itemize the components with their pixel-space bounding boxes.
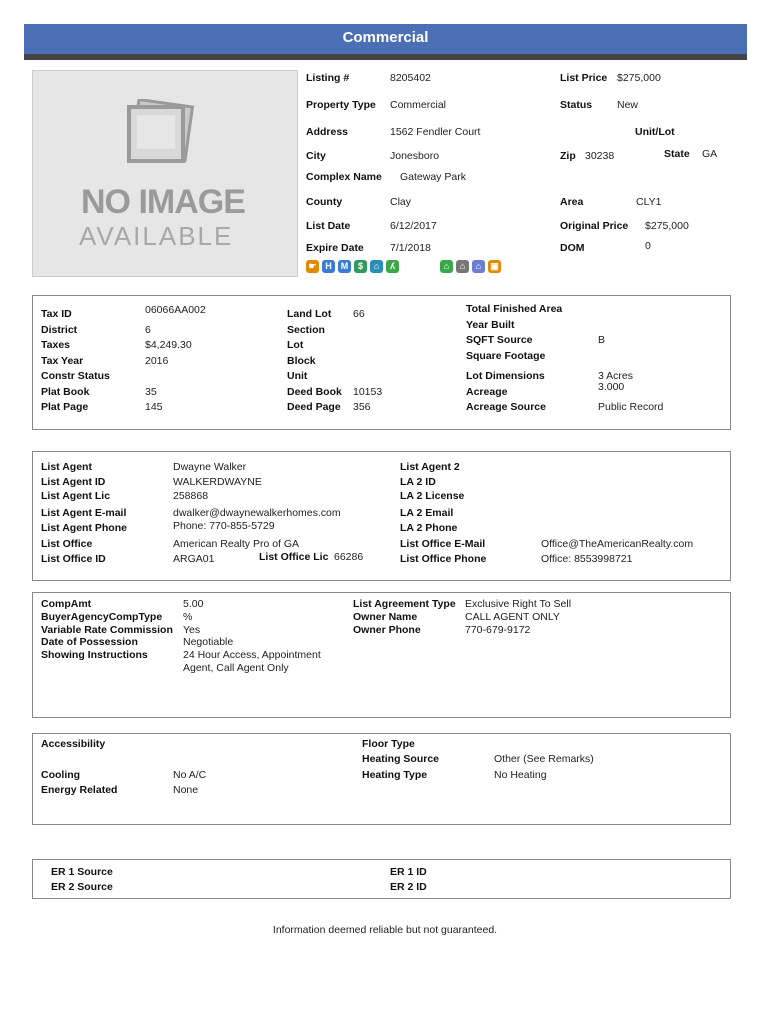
owner-phone: 770-679-9172 [465,624,531,636]
plat-page: 145 [145,401,163,413]
list-office-lic: 66286 [334,551,364,563]
list-agent-phone: Phone: 770-855-5729 [173,520,275,532]
county-value: Clay [390,196,412,208]
property-type-label: Property Type [306,99,376,111]
tax-id-label: Tax ID [41,308,72,320]
tax-id: 06066AA002 [145,304,206,316]
walker-icon[interactable]: ʎ [386,260,399,273]
list-agent-id-label: List Agent ID [41,476,106,488]
sqft-source: B [598,334,606,346]
list-price: $275,000 [617,72,661,84]
energy-related: None [173,784,199,796]
photo-stack-icon [121,99,201,169]
list-agent-id: WALKERDWAYNE [173,476,262,488]
list-agent-2-label: List Agent 2 [400,461,460,473]
status-label: Status [560,99,593,111]
heating-source: Other (See Remarks) [494,753,594,765]
energy-related-label: Energy Related [41,784,118,796]
dom-value: 0 [645,240,651,252]
list-office-email[interactable]: Office@TheAmericanRealty.com [541,538,694,550]
city-value: Jonesboro [390,150,440,162]
state-label: State [664,148,690,160]
deed-page: 356 [353,401,371,413]
section-label: Section [287,324,325,336]
er2-id-label: ER 2 ID [390,881,427,893]
deed-page-label: Deed Page [287,401,341,413]
buyer-agency-comp-type-label: BuyerAgencyCompType [41,611,163,623]
deed-book-label: Deed Book [287,386,342,398]
cooling-value: No A/C [173,769,207,781]
list-office-phone: Office: 8553998721 [541,553,633,565]
feature-icons-right [440,260,501,273]
expire-date-label: Expire Date [306,242,364,254]
heating-source-label: Heating Source [362,753,440,765]
listing-number: 8205402 [390,72,431,84]
land-lot: 66 [353,308,365,320]
address-value: 1562 Fendler Court [390,126,481,138]
tax-year-label: Tax Year [41,355,84,367]
original-price: $275,000 [645,220,689,232]
acreage-source-label: Acreage Source [466,401,546,413]
list-agent-email[interactable]: dwalker@dwaynewalkerhomes.com [173,507,341,519]
list-agent: Dwayne Walker [173,461,247,473]
heating-type: No Heating [494,769,547,781]
list-agent-phone-label: List Agent Phone [41,522,127,534]
er1-source-label: ER 1 Source [51,866,113,878]
list-office-id-label: List Office ID [41,553,106,565]
heating-type-label: Heating Type [362,769,428,781]
buyer-agency-comp-type: % [183,611,193,623]
block-label: Block [287,355,316,367]
features-box [32,733,731,825]
status-value: New [617,99,639,111]
compamt: 5.00 [183,598,204,610]
list-date-label: List Date [306,220,351,232]
m-badge-icon[interactable]: M [338,260,351,273]
compensation-box [32,592,731,718]
date-of-possession-label: Date of Possession [41,636,138,648]
list-office: American Realty Pro of GA [173,538,300,550]
list-agent-email-label: List Agent E-mail [41,507,127,519]
house-dollar-icon[interactable]: ⌂ [370,260,383,273]
sqft-source-label: SQFT Source [466,334,533,346]
list-date: 6/12/2017 [390,220,437,232]
list-price-label: List Price [560,72,608,84]
showing-instructions-line1: 24 Hour Access, Appointment [183,649,321,661]
er1-id-label: ER 1 ID [390,866,427,878]
plat-page-label: Plat Page [41,401,89,413]
dom-label: DOM [560,242,585,254]
lot-dimensions-label: Lot Dimensions [466,370,545,382]
taxes-label: Taxes [41,339,70,351]
address-label: Address [306,126,349,138]
acreage-source: Public Record [598,401,664,413]
la2-id-label: LA 2 ID [400,476,436,488]
area-value: CLY1 [636,196,662,208]
page-header: Commercial [24,24,747,60]
date-of-possession: Negotiable [183,636,234,648]
square-footage-label: Square Footage [466,350,546,362]
dollar-icon[interactable]: $ [354,260,367,273]
owner-phone-label: Owner Phone [353,624,421,636]
owner-name-label: Owner Name [353,611,418,623]
list-office-phone-label: List Office Phone [400,553,487,565]
la2-license-label: LA 2 License [400,490,465,502]
owner-name: CALL AGENT ONLY [465,611,560,623]
list-office-lic-label: List Office Lic [259,551,329,563]
accessibility-label: Accessibility [41,738,106,750]
list-office-label: List Office [41,538,93,550]
er2-source-label: ER 2 Source [51,881,113,893]
deed-book: 10153 [353,386,383,398]
compamt-label: CompAmt [41,598,92,610]
original-price-label: Original Price [560,220,629,232]
total-finished-area-label: Total Finished Area [466,303,563,315]
hand-icon[interactable]: ☛ [306,260,319,273]
er-box [32,859,731,899]
showing-instructions-label: Showing Instructions [41,649,148,661]
plat-book-label: Plat Book [41,386,90,398]
variable-rate-commission-label: Variable Rate Commission [41,624,173,636]
list-agent-lic: 258868 [173,490,209,502]
la2-email-label: LA 2 Email [400,507,454,519]
land-lot-label: Land Lot [287,308,332,320]
lock-icon[interactable]: ▣ [488,260,501,273]
district-label: District [41,324,78,336]
complex-name: Gateway Park [400,171,466,183]
year-built-label: Year Built [466,319,515,331]
home-blue-icon[interactable]: ⌂ [472,260,485,273]
zip-value: 30238 [585,150,615,162]
tax-info-box [32,295,731,430]
listing-photo-placeholder [32,70,298,277]
showing-instructions-line2: Agent, Call Agent Only [183,662,289,674]
zip-label: Zip [560,150,576,162]
property-type: Commercial [390,99,447,111]
plat-book: 35 [145,386,157,398]
constr-status-label: Constr Status [41,370,110,382]
h-badge-icon[interactable]: H [322,260,335,273]
home-green-icon[interactable]: ⌂ [440,260,453,273]
list-agreement-type: Exclusive Right To Sell [465,598,572,610]
list-agreement-type-label: List Agreement Type [353,598,456,610]
county-label: County [306,196,343,208]
unit-label: Unit [287,370,308,382]
complex-name-label: Complex Name [306,171,382,183]
agent-info-box [32,451,731,581]
area-label: Area [560,196,584,208]
floor-type-label: Floor Type [362,738,415,750]
home-gray-icon[interactable]: ⌂ [456,260,469,273]
acreage-value: 3.000 [598,381,625,393]
expire-date: 7/1/2018 [390,242,431,254]
city-label: City [306,150,326,162]
disclaimer-footer: Information deemed reliable but not guaranteed. [272,924,498,936]
list-agent-lic-label: List Agent Lic [41,490,111,502]
la2-phone-label: LA 2 Phone [400,522,458,534]
list-agent-label: List Agent [41,461,92,473]
lot-dimensions: 3 Acres [598,370,634,382]
cooling-label: Cooling [41,769,81,781]
tax-year: 2016 [145,355,169,367]
no-image-text: NO IMAGE [81,183,245,221]
list-office-id: ARGA01 [173,553,215,565]
acreage-label: Acreage [466,386,508,398]
unit-lot-label: Unit/Lot [635,126,675,138]
available-text: AVAILABLE [79,221,234,251]
feature-icons-left [306,260,399,273]
lot-label: Lot [287,339,304,351]
variable-rate-commission: Yes [183,624,201,636]
district-value: 6 [145,324,151,336]
list-office-email-label: List Office E-Mail [400,538,486,550]
state-value: GA [702,148,718,160]
taxes-value: $4,249.30 [145,339,192,351]
listing-number-label: Listing # [306,72,350,84]
